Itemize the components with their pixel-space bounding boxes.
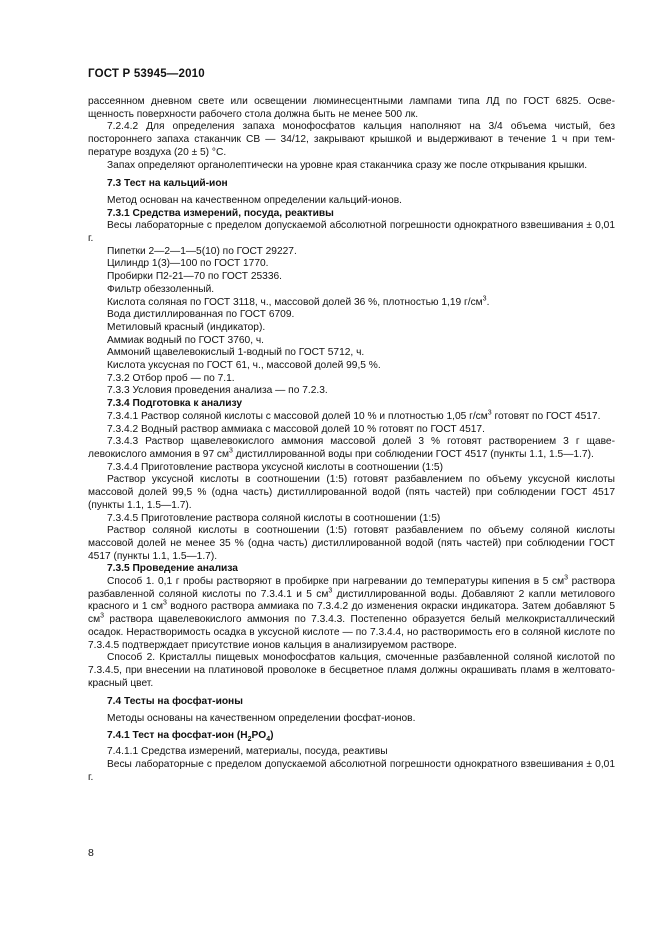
- list-item: Пробирки П2-21—70 по ГОСТ 25336.: [107, 271, 282, 283]
- paragraph: [88, 436, 615, 461]
- superscript: 3: [229, 447, 233, 455]
- paragraph: Метод основан на качественном определении кальций-ионов.: [107, 194, 402, 206]
- subsection-heading: 7.3.5 Проведение анализа: [107, 563, 238, 575]
- document-body: [88, 96, 615, 785]
- paragraph: 7.3.4.4 Приготовление раствора уксусной кислоты в соотношении (1:5): [107, 461, 443, 473]
- paragraph: [88, 576, 615, 652]
- text-run: PO: [251, 729, 267, 741]
- subscript: 2: [247, 735, 252, 743]
- paragraph: Запах определяют органолептически на уровне края стаканчика сразу же после открывания крышки.: [107, 159, 588, 171]
- text-run: дистиллированной воды. Добавляют 2 капли метилового красного и 1 см: [88, 588, 615, 613]
- text-run: дистиллированной воды при соблюдении ГОСТ 4517 (пункты 1.1, 1.5—1.7).: [232, 448, 594, 460]
- list-item: Аммоний щавелевокислый 1-водный по ГОСТ 5712, ч.: [107, 347, 365, 359]
- paragraph: Весы лабораторные с пределом допускаемой абсолютной погрешности однократного взвешивания ± 0,01 г.: [88, 220, 615, 245]
- superscript: 3: [328, 587, 333, 595]
- subscript: 4: [266, 735, 271, 743]
- text-run: раствора разбавленной соляной кислоты по 7.3.4.1 и 5 см: [88, 576, 615, 600]
- paragraph: Способ 2. Кристаллы пищевых монофосфатов кальция, смоченные разбавленной соляной кислотой по 7.3.4.5, при внесении на платиновой проволоке в бесцветное пламя должны окрашивать пламя в желтовато-красный цвет.: [88, 652, 615, 689]
- paragraph: рассеянном дневном свете или освещении люминесцентными лампами типа ЛД по ГОСТ 6825. Освещенность поверхности рабочего стола должна быть не менее 500 лк.: [88, 96, 615, 120]
- superscript: 3: [564, 574, 568, 582]
- text-run: ): [270, 729, 274, 741]
- paragraph: 7.3.4.2 Водный раствор аммиака с массовой долей 10 % готовят по ГОСТ 4517.: [107, 423, 485, 435]
- list-item: Кислота уксусная по ГОСТ 61, ч., массовой долей 99,5 %.: [107, 360, 381, 372]
- text-run: водного раствора аммиака по 7.3.4.2 до изменения окраски индикатора. Затем добавляют 5 см: [88, 601, 615, 626]
- page-number: 8: [88, 847, 94, 859]
- text-run: готовят по ГОСТ 4517.: [491, 410, 601, 422]
- superscript: 3: [482, 295, 487, 303]
- list-item: [88, 297, 615, 310]
- text-run: 7.4.1 Тест на фосфат-ион (H: [107, 729, 248, 741]
- list-item: Пипетки 2—2—1—5(10) по ГОСТ 29227.: [107, 245, 297, 257]
- paragraph: 7.3.4.5 Приготовление раствора соляной кислоты в соотношении (1:5): [107, 512, 441, 524]
- text-run: .: [486, 296, 490, 308]
- paragraph: 7.3.2 Отбор проб — по 7.1.: [107, 372, 235, 384]
- list-item: Аммиак водный по ГОСТ 3760, ч.: [107, 334, 265, 346]
- superscript: 3: [100, 612, 105, 620]
- paragraph: [88, 411, 615, 424]
- superscript: 3: [163, 600, 167, 608]
- paragraph: 7.2.4.2 Для определения запаха монофосфатов кальция наполняют на 3/4 объема чистый, без постороннего запаха стаканчик СВ — 34/12, закрывают крышкой и выдерживают в течение 1 ч при температуре воздуха (20 ± 5) °С.: [88, 121, 615, 158]
- section-heading: 7.4 Тесты на фосфат-ионы: [107, 696, 243, 708]
- text-run: Кислота соляная по ГОСТ 3118, ч., массовой долей 36 %, плотностью 1,19 г/см: [107, 296, 483, 308]
- paragraph: 7.4.1.1 Средства измерений, материалы, посуда, реактивы: [107, 746, 388, 758]
- paragraph: Раствор соляной кислоты в соотношении (1:5) готовят разбавлением по объему соляной кислоты массовой долей не менее 35 % (одна часть) дистиллированной водой (пять частей) при соблюдении ГОСТ 4517 (пункты 1.1, 1.5—1.7).: [88, 525, 615, 562]
- list-item: Фильтр обеззоленный.: [107, 283, 215, 295]
- paragraph: Раствор уксусной кислоты в соотношении (1:5) готовят разбавлением по объему уксусной кислоты массовой долей 99,5 % (одна часть) дистиллированной водой (пять частей) при соблюдении ГОСТ 4517 (пункты 1.1, 1.5—1.7).: [88, 474, 615, 511]
- subsection-heading: [88, 730, 615, 743]
- text-run: 7.3.4.3 Раствор щавелевокислого аммония массовой долей 3 % готовят растворением 3 г щавелевокислого аммония в 97 см: [88, 436, 615, 460]
- superscript: 3: [487, 409, 492, 417]
- subsection-heading: 7.3.1 Средства измерений, посуда, реактивы: [107, 207, 334, 219]
- text-run: 7.3.4.1 Раствор соляной кислоты с массовой долей 10 % и плотностью 1,05 г/см: [107, 410, 488, 422]
- text-run: Способ 1. 0,1 г пробы растворяют в пробирке при нагревании до температуры кипения в 5 см: [107, 576, 565, 588]
- text-run: раствора щавелевокислого аммония по 7.3.4.3. Постепенно образуется белый мелкокристаллический осадок. Нерастворимость осадка в уксусной кислоте — по 7.3.4.4, но растворимость его в соляной кислоте по 7.3.4.5 подтверждает присутствие ионов кальция в анализируемом растворе.: [88, 614, 615, 651]
- section-heading: 7.3 Тест на кальций-ион: [107, 178, 228, 190]
- paragraph: Методы основаны на качественном определении фосфат-ионов.: [107, 713, 416, 725]
- list-item: Метиловый красный (индикатор).: [107, 321, 266, 333]
- paragraph: Весы лабораторные с пределом допускаемой абсолютной погрешности однократного взвешивания ± 0,01 г.: [88, 759, 615, 783]
- list-item: Цилиндр 1(3)—100 по ГОСТ 1770.: [107, 258, 269, 270]
- subsection-heading: 7.3.4 Подготовка к анализу: [107, 398, 243, 410]
- paragraph: 7.3.3 Условия проведения анализа — по 7.2.3.: [107, 385, 328, 397]
- standard-header: ГОСТ Р 53945—2010: [88, 68, 205, 80]
- list-item: Вода дистиллированная по ГОСТ 6709.: [107, 309, 295, 321]
